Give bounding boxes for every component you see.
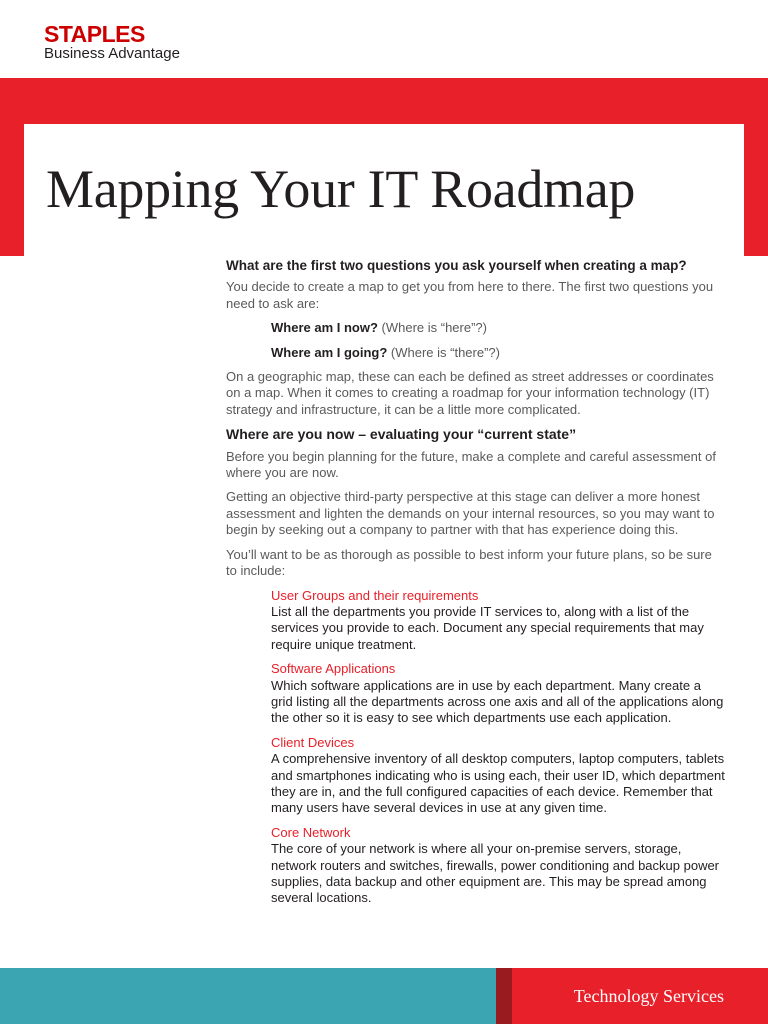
- item-body: List all the departments you provide IT services to, along with a list of the services you provide to each. Document any special requirements that may require unique treatment.: [271, 603, 704, 652]
- section1-paragraph: On a geographic map, these can each be defined as street addresses or coordinates on a map. When it comes to creating a roadmap for your information technology (IT) strategy and infrastructure, it can be a little more complicated.: [226, 369, 714, 417]
- item-heading: User Groups and their requirements: [271, 587, 479, 603]
- page-title: Mapping Your IT Roadmap: [46, 159, 636, 219]
- document-body: [226, 258, 726, 915]
- question-where-now-bold: Where am I now?: [271, 320, 378, 336]
- title-panel: [24, 124, 744, 256]
- staples-logo: [44, 22, 180, 62]
- brand-name: STAPLES: [44, 21, 145, 47]
- section2-paragraph-2: Getting an objective third-party perspective at this stage can deliver a more honest assessment and lighten the demands on your internal resources, so you may want to begin by seeking out a company to partner with that has experience doing this.: [226, 489, 715, 538]
- item-heading: Client Devices: [271, 734, 355, 750]
- section1-question: What are the first two questions you ask yourself when creating a map?: [226, 258, 687, 273]
- question-where-now: [271, 320, 726, 336]
- section2-paragraph-3: You’ll want to be as thorough as possible to best inform your future plans, so be sure to include:: [226, 546, 712, 579]
- item-heading: Core Network: [271, 824, 351, 840]
- footer-teal-bar: [0, 968, 496, 1024]
- section1-intro: You decide to create a map to get you from here to there. The first two questions you need to ask are:: [226, 279, 714, 311]
- list-item-client-devices: [271, 735, 726, 817]
- list-item-core-network: [271, 825, 726, 907]
- question-where-now-rest: (Where is “here”?): [377, 320, 487, 336]
- list-item-software-applications: [271, 661, 726, 727]
- item-body: The core of your network is where all your on-premise servers, storage, network routers and switches, firewalls, power conditioning and backup power supplies, data backup and other equipment are. This may be spread among several locations.: [271, 841, 720, 906]
- question-where-going: [271, 345, 726, 361]
- footer-red-bar: [512, 968, 768, 1024]
- question-where-going-bold: Where am I going?: [271, 344, 388, 360]
- item-body: A comprehensive inventory of all desktop computers, laptop computers, tablets and smartphones indicating who is using each, their user ID, which department they are in, and the full configured capacities of each device. Remember that many users have several devices in use at any given time.: [271, 751, 725, 816]
- footer-dark-stripe: [496, 968, 512, 1024]
- question-where-going-rest: (Where is “there”?): [387, 344, 500, 360]
- section2-paragraph-1: Before you begin planning for the future, make a complete and careful assessment of where you are now.: [226, 448, 716, 481]
- item-body: Which software applications are in use by each department. Many create a grid listing all the departments across one axis and all of the applications along the other so it is easy to see which departments use each application.: [271, 677, 724, 726]
- list-item-user-groups: [271, 588, 726, 654]
- section2-heading: Where are you now – evaluating your “current state”: [226, 426, 577, 443]
- brand-subtitle: Business Advantage: [44, 45, 180, 62]
- item-heading: Software Applications: [271, 661, 396, 677]
- footer-label: Technology Services: [573, 986, 724, 1006]
